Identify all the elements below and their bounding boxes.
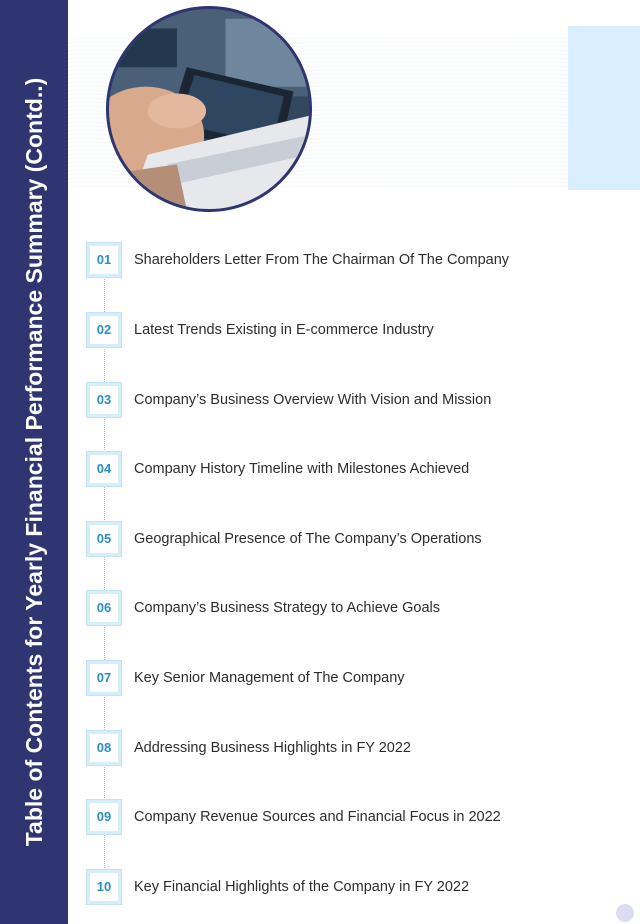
page-title: Table of Contents for Yearly Financial Performance Summary (Contd..) xyxy=(21,77,47,847)
toc-number-box xyxy=(86,590,122,626)
toc-number: 08 xyxy=(90,734,118,762)
toc-number-box xyxy=(86,451,122,487)
toc-number: 09 xyxy=(90,803,118,831)
toc-number-box xyxy=(86,521,122,557)
toc-item-06[interactable] xyxy=(86,590,626,626)
toc-number: 10 xyxy=(90,873,118,901)
toc-item-label: Geographical Presence of The Company’s Operations xyxy=(134,531,482,547)
corner-dot-decoration xyxy=(616,904,634,922)
toc-item-05[interactable] xyxy=(86,521,626,557)
toc-item-label: Company Revenue Sources and Financial Focus in 2022 xyxy=(134,809,501,825)
toc-number-box xyxy=(86,869,122,905)
toc-item-09[interactable] xyxy=(86,799,626,835)
toc-number-box xyxy=(86,660,122,696)
toc-item-08[interactable] xyxy=(86,730,626,766)
toc-item-07[interactable] xyxy=(86,660,626,696)
toc-item-label: Key Senior Management of The Company xyxy=(134,670,405,686)
toc-item-02[interactable] xyxy=(86,312,626,348)
toc-number-box xyxy=(86,799,122,835)
toc-item-10[interactable] xyxy=(86,869,626,905)
toc-number: 03 xyxy=(90,386,118,414)
toc-item-label: Shareholders Letter From The Chairman Of The Company xyxy=(134,252,510,268)
toc-number: 04 xyxy=(90,455,118,483)
toc-number-box xyxy=(86,312,122,348)
toc-item-label: Company’s Business Strategy to Achieve Goals xyxy=(134,600,441,616)
toc-item-04[interactable] xyxy=(86,451,626,487)
toc-number: 06 xyxy=(90,594,118,622)
toc-number: 02 xyxy=(90,316,118,344)
toc-item-03[interactable] xyxy=(86,382,626,418)
toc-number: 05 xyxy=(90,525,118,553)
toc-number: 07 xyxy=(90,664,118,692)
toc-item-01[interactable] xyxy=(86,242,626,278)
toc-item-label: Company History Timeline with Milestones Achieved xyxy=(134,461,470,477)
toc-number: 01 xyxy=(90,246,118,274)
toc-number-box xyxy=(86,242,122,278)
toc-item-label: Addressing Business Highlights in FY 2022 xyxy=(134,740,412,756)
toc-item-label: Company’s Business Overview With Vision and Mission xyxy=(134,392,492,408)
toc-item-label: Latest Trends Existing in E-commerce Industry xyxy=(134,322,434,338)
toc-item-label: Key Financial Highlights of the Company in FY 2022 xyxy=(134,879,470,895)
toc-number-box xyxy=(86,730,122,766)
toc-number-box xyxy=(86,382,122,418)
